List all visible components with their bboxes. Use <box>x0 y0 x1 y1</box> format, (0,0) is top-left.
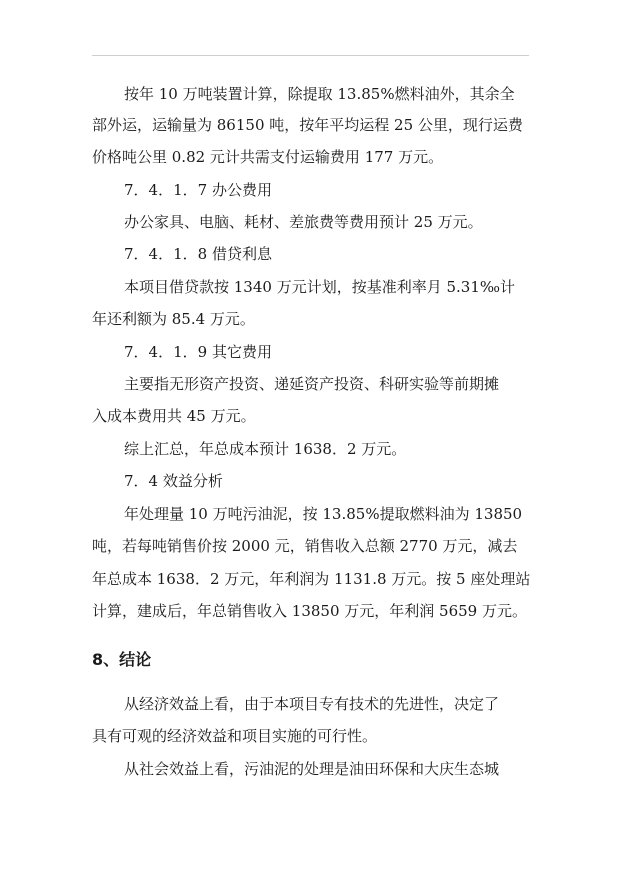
paragraph-line: 综上汇总，年总成本预计 1638．2 万元。 <box>124 440 407 458</box>
paragraph-line: 按年 10 万吨装置计算，除提取 13.85%燃料油外，其余全 <box>124 85 515 103</box>
paragraph-line: 具有可观的经济效益和项目实施的可行性。 <box>92 727 378 745</box>
paragraph-line: 本项目借贷款按 1340 万元计划，按基准利率月 5.31‰计 <box>124 278 516 296</box>
subsection-heading: 7．4．1．8 借贷利息 <box>124 245 272 263</box>
paragraph-line: 从社会效益上看，污油泥的处理是油田环保和大庆生态城 <box>124 760 500 778</box>
paragraph-line: 年还利额为 85.4 万元。 <box>92 310 255 328</box>
paragraph-line: 入成本费用共 45 万元。 <box>92 407 256 425</box>
paragraph-line: 办公家具、电脑、耗材、差旅费等费用预计 25 万元。 <box>124 213 483 231</box>
header-rule <box>92 55 529 56</box>
paragraph-line: 年总成本 1638．2 万元，年利润为 1131.8 万元。按 5 座处理站 <box>92 570 531 588</box>
subsection-heading: 7．4 效益分析 <box>124 472 223 490</box>
subsection-heading: 7．4．1．9 其它费用 <box>124 343 272 361</box>
paragraph-line: 价格吨公里 0.82 元计共需支付运输费用 177 万元。 <box>92 148 444 166</box>
paragraph-line: 主要指无形资产投资、递延资产投资、科研实验等前期摊 <box>124 375 500 393</box>
paragraph-line: 计算，建成后，年总销售收入 13850 万元，年利润 5659 万元。 <box>92 602 527 620</box>
paragraph-line: 年处理量 10 万吨污油泥，按 13.85%提取燃料油为 13850 <box>124 505 523 523</box>
paragraph-line: 部外运，运输量为 86150 吨，按年平均运程 25 公里，现行运费 <box>92 116 523 134</box>
paragraph-line: 从经济效益上看，由于本项目专有技术的先进性，决定了 <box>124 695 500 713</box>
subsection-heading: 7．4．1．7 办公费用 <box>124 181 272 199</box>
section-heading: 8、结论 <box>92 650 152 669</box>
paragraph-line: 吨，若每吨销售价按 2000 元，销售收入总额 2770 万元，减去 <box>92 537 518 555</box>
